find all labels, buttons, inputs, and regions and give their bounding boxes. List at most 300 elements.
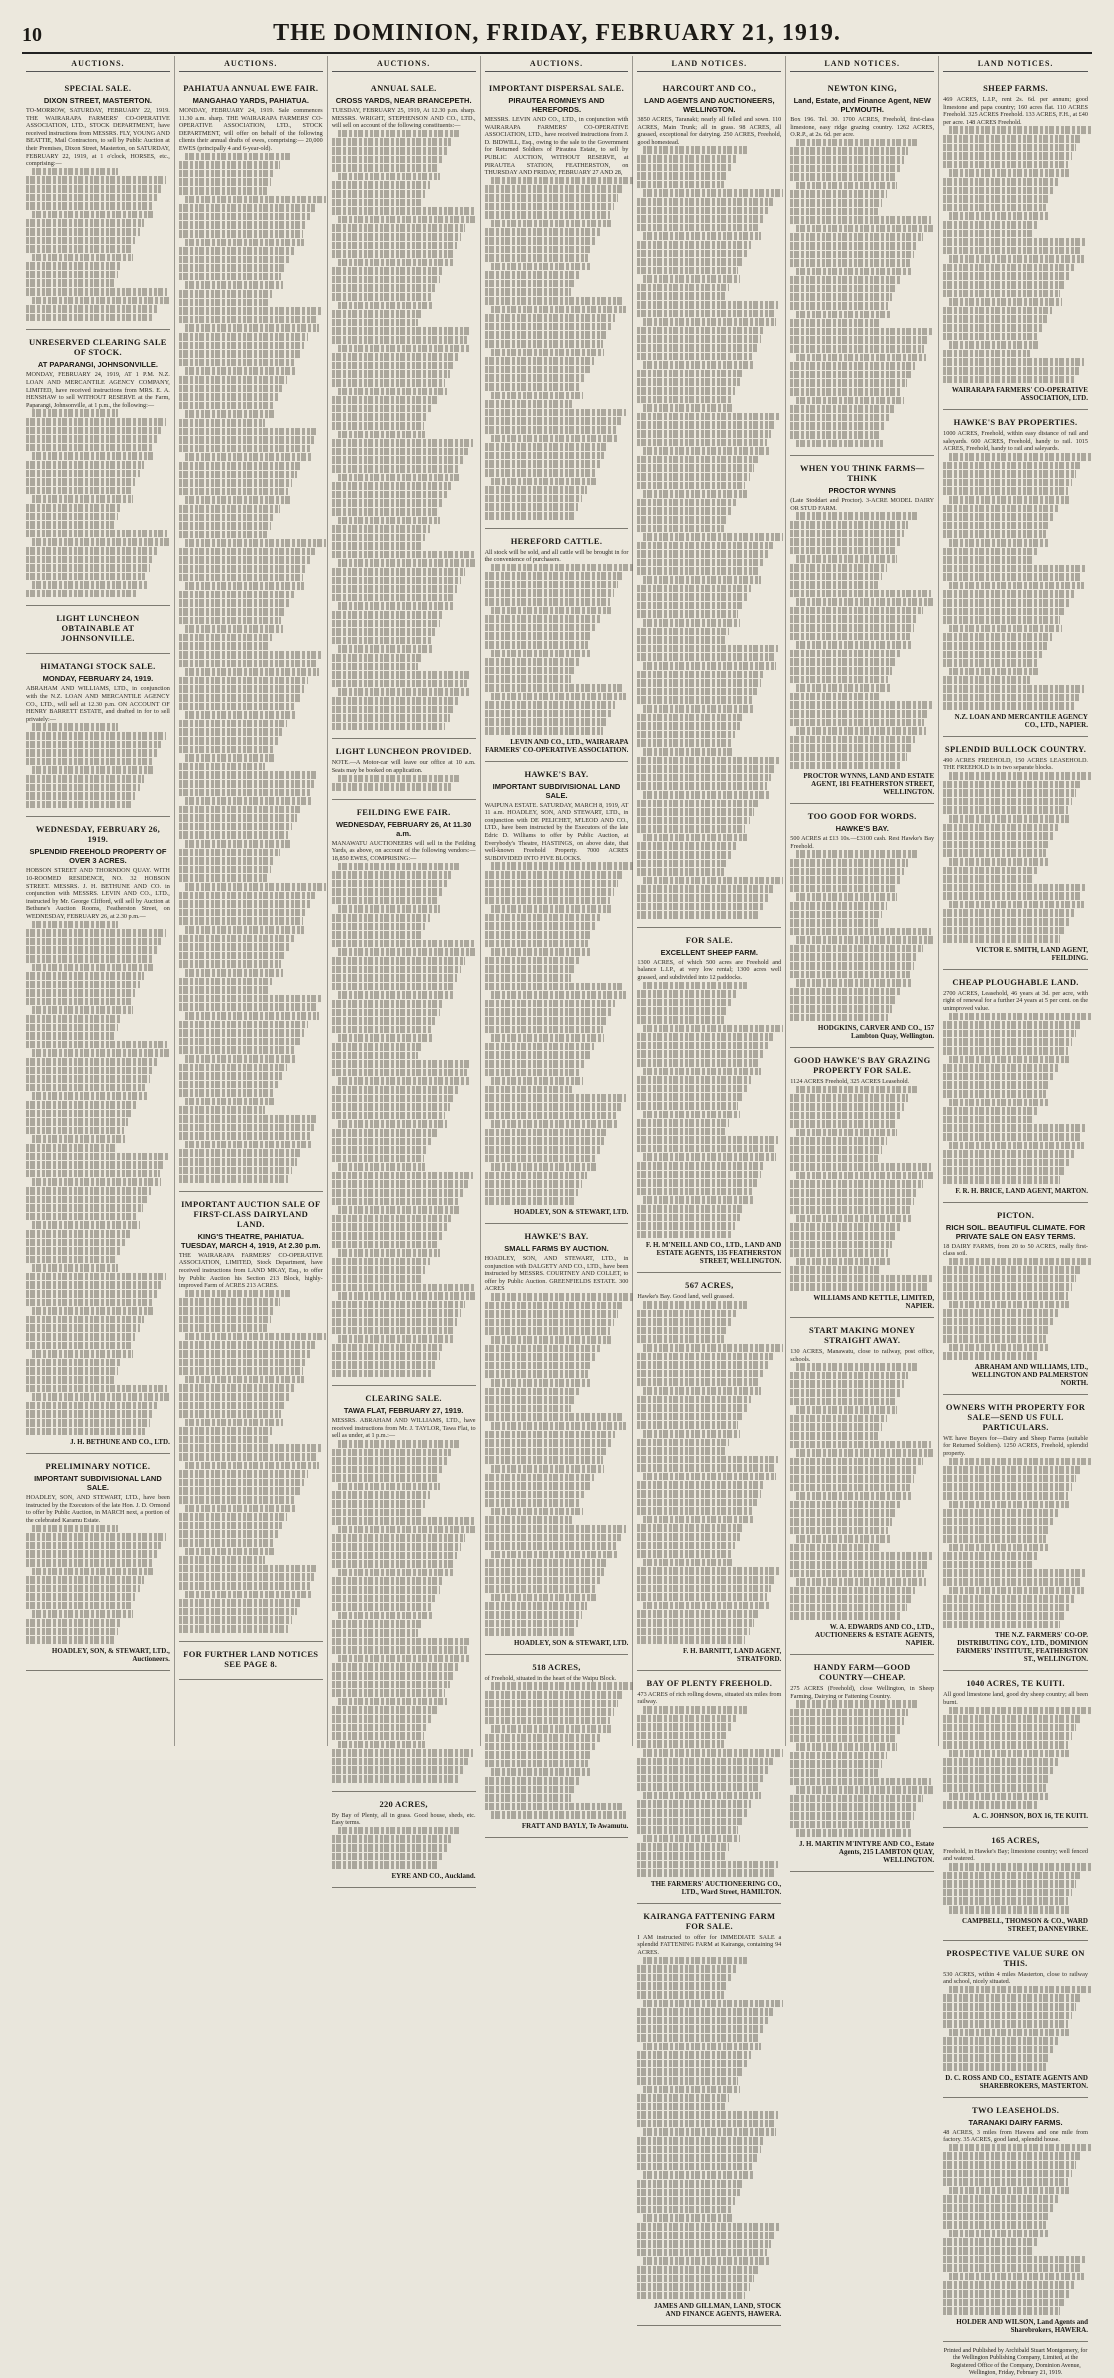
text-line [485, 1155, 596, 1163]
text-line [26, 1161, 164, 1169]
advertisement [26, 330, 170, 606]
text-line [491, 1508, 583, 1516]
text-line [332, 190, 425, 198]
ad-signature: F. H. BARNITT, LAND AGENT, STRATFORD. [682, 1646, 782, 1663]
text-line [179, 703, 296, 711]
text-line [185, 1055, 297, 1063]
text-line [332, 138, 451, 146]
advertisement [485, 1224, 629, 1655]
text-line [943, 1124, 1086, 1132]
text-line [332, 1715, 433, 1723]
text-line [332, 1449, 451, 1457]
text-line [338, 991, 455, 999]
text-line [637, 1974, 732, 1982]
text-line [332, 871, 451, 879]
text-line [949, 1258, 1091, 1266]
text-line [637, 1404, 746, 1412]
text-line [637, 1576, 775, 1584]
text-line [637, 224, 759, 232]
text-line [179, 333, 308, 341]
ad-subheading: WEDNESDAY, FEBRUARY 26, At 11.30 a.m. [335, 819, 472, 838]
text-line [943, 204, 1046, 212]
text-line [943, 2307, 1060, 2315]
text-line [179, 488, 288, 496]
advertisement [179, 1192, 323, 1642]
text-line [179, 651, 321, 659]
text-line [179, 831, 288, 839]
text-line [485, 1370, 589, 1378]
column-heading: LAND NOTICES. [790, 56, 934, 72]
ad-heading: TWO LEASEHOLDS. [971, 2104, 1060, 2115]
text-line [26, 792, 135, 800]
text-line [332, 534, 425, 542]
text-line [790, 1432, 878, 1440]
text-line [179, 1565, 319, 1573]
ad-signature: HOADLEY, SON, & STEWART, LTD., Auctioneers. [51, 1646, 170, 1663]
text-line [332, 1474, 438, 1482]
text-line [32, 1092, 147, 1100]
text-line [790, 379, 907, 387]
text-line [185, 1141, 312, 1149]
text-line [637, 1533, 739, 1541]
text-line [485, 1310, 619, 1318]
text-line [637, 817, 749, 825]
text-line [790, 693, 879, 701]
text-line [637, 782, 766, 790]
text-line [338, 474, 462, 482]
text-line [332, 1060, 472, 1068]
text-line [32, 211, 154, 219]
text-line [637, 739, 730, 747]
text-line [332, 1663, 459, 1671]
text-line [485, 1094, 626, 1102]
text-line [485, 897, 610, 905]
text-line [26, 1367, 118, 1375]
text-line [637, 911, 759, 919]
ad-body: 530 ACRES, within 4 miles Masterton, close to railway and school, nicely situated. [943, 1970, 1088, 1986]
text-line [637, 868, 723, 876]
advertisement [637, 1273, 781, 1670]
text-line [485, 185, 623, 193]
text-line [790, 736, 915, 744]
text-line [643, 748, 732, 756]
text-line [637, 1361, 768, 1369]
text-line [26, 444, 153, 452]
text-line [790, 1769, 878, 1777]
text-line [485, 1431, 616, 1439]
text-line [32, 1049, 169, 1057]
text-line [790, 928, 931, 936]
text-line [491, 1768, 590, 1776]
text-line [332, 448, 469, 456]
text-line [485, 718, 607, 726]
text-line [26, 1385, 167, 1393]
text-line [643, 1706, 747, 1714]
text-line [179, 204, 316, 212]
text-line [485, 495, 583, 503]
text-line [643, 275, 739, 283]
text-line [643, 982, 747, 990]
text-line [943, 1732, 1072, 1740]
text-line [637, 2060, 746, 2068]
text-line [26, 1118, 128, 1126]
text-line [790, 1735, 895, 1743]
text-line [790, 1570, 924, 1578]
text-line [943, 875, 1033, 883]
ad-signature: THE N.Z. FARMERS' CO-OP. DISTRIBUTING COY., LTD., DOMINION FARMERS' INSTITUTE, FEATHERSTON ST., WELLINGTON. [956, 1631, 1088, 1664]
text-line [637, 2223, 779, 2231]
text-line [949, 341, 1040, 349]
text-line [332, 1586, 440, 1594]
text-line [26, 1101, 137, 1109]
text-line [485, 1585, 596, 1593]
advertisement [790, 1655, 934, 1872]
text-line [637, 1093, 742, 1101]
ad-subheading: TARANAKI DAIRY FARMS. [968, 2117, 1063, 2127]
text-line [637, 2017, 768, 2025]
text-line [26, 513, 118, 521]
text-line [949, 1344, 1047, 1352]
text-line [338, 559, 476, 567]
text-line [943, 2195, 1059, 2203]
text-line [26, 288, 167, 296]
text-line [796, 182, 897, 190]
text-line [637, 2034, 759, 2042]
text-line [179, 1167, 293, 1175]
text-line [26, 556, 154, 564]
text-line [332, 1095, 454, 1103]
text-line [338, 1569, 455, 1577]
text-line [943, 1466, 1081, 1474]
ad-body: 275 ACRES (Freehold), close Wellington, in Sheep Farming, Dairying or Fattening Country. [790, 1685, 935, 1700]
text-line [949, 1013, 1091, 1021]
text-line [796, 979, 911, 987]
text-line [332, 1086, 459, 1094]
text-line [485, 1568, 604, 1576]
text-line [338, 1612, 433, 1620]
text-line [485, 1602, 587, 1610]
text-line [943, 2003, 1076, 2011]
text-line [26, 194, 157, 202]
ad-heading: HARCOURT AND CO., [662, 83, 757, 93]
text-line [943, 781, 1081, 789]
text-line [643, 1559, 732, 1567]
text-line [179, 952, 285, 960]
text-line [491, 392, 583, 400]
text-line [491, 1034, 605, 1042]
text-line [637, 990, 736, 998]
text-line [26, 435, 157, 443]
text-line [179, 677, 308, 685]
text-line [332, 250, 453, 258]
text-line [485, 417, 622, 425]
text-line [485, 589, 614, 597]
text-line [26, 1542, 161, 1550]
text-line [790, 1005, 892, 1013]
text-line [179, 642, 268, 650]
text-line [185, 797, 312, 805]
text-line [491, 693, 626, 701]
text-line [332, 405, 433, 413]
text-line [943, 2213, 1050, 2221]
text-line [943, 841, 1050, 849]
text-line [637, 172, 728, 180]
text-line [637, 1861, 778, 1869]
ad-heading: START MAKING MONEY STRAIGHT AWAY. [809, 1325, 916, 1346]
text-line [338, 1827, 462, 1835]
text-line [637, 155, 736, 163]
text-line [943, 1595, 1073, 1603]
text-line [332, 319, 418, 327]
text-line [179, 660, 317, 668]
text-line [332, 1241, 438, 1249]
ad-signature: D. C. ROSS AND CO., ESTATE AGENTS AND SHAREBROKERS, MASTERTON. [945, 2073, 1088, 2090]
text-line [32, 409, 118, 417]
text-line [637, 1826, 738, 1834]
ad-body: MESSRS. ABRAHAM AND WILLIAMS, LTD., have received instructions from Mr. J. TAYLOR, Tawa Flat, to sell as under, at 1 p.m.:— [331, 1417, 476, 1440]
text-line [637, 1214, 739, 1222]
text-line [332, 1198, 460, 1206]
text-line [26, 1299, 153, 1307]
text-line [943, 2170, 1072, 2178]
text-line [949, 2230, 1047, 2238]
text-line [185, 926, 304, 934]
text-line [637, 1327, 728, 1335]
text-line [332, 1509, 421, 1517]
text-line [485, 1345, 602, 1353]
text-line [185, 539, 326, 547]
text-line [179, 1038, 300, 1046]
text-line [185, 711, 297, 719]
text-line [332, 671, 472, 679]
text-line [26, 981, 140, 989]
text-line [485, 1456, 603, 1464]
ad-heading: 1040 ACRES, TE KUITI. [966, 1678, 1065, 1689]
text-line [943, 1518, 1055, 1526]
text-line [338, 1120, 447, 1128]
text-line [943, 247, 1082, 255]
text-line [485, 409, 626, 417]
text-line [338, 1741, 426, 1749]
text-line [179, 1513, 287, 1521]
text-line [943, 832, 1055, 840]
advertisement [26, 1454, 170, 1671]
text-line [637, 2008, 772, 2016]
text-line [796, 440, 882, 448]
text-line [790, 1778, 931, 1786]
columns-container [22, 56, 1092, 2377]
text-line [949, 255, 1084, 263]
text-line [485, 1691, 623, 1699]
text-line [943, 2238, 1037, 2246]
advertisement [637, 1671, 781, 1904]
advertisement [26, 654, 170, 817]
text-line [943, 849, 1046, 857]
text-line [790, 945, 922, 953]
text-line [332, 1766, 464, 1774]
text-line [26, 775, 144, 783]
text-line [637, 696, 752, 704]
ad-body: 48 ACRES, 3 miles from Hawera and one mile from factory. 35 ACRES, good land, splendid house. [943, 2128, 1088, 2144]
text-line [637, 164, 732, 172]
ad-heading: ANNUAL SALE. [370, 83, 437, 93]
ad-body: MANAWATU AUCTIONEERS will sell in the Feilding Yards, as above, on account of the following vendors:— 18,850 EWES, COMPRISING:— [331, 839, 476, 862]
text-line [943, 565, 1086, 573]
text-line [185, 239, 304, 247]
advertisement [790, 804, 934, 1048]
text-line [643, 2128, 775, 2136]
text-line [943, 633, 1052, 641]
text-line [943, 1535, 1046, 1543]
text-line [179, 1341, 316, 1349]
ad-body: MONDAY, FEBRUARY 24, 1919. Sale commences 11.30 a.m. sharp. THE WAIRARAPA FARMERS' CO-OPERATIVE ASSOCIATION, LTD., STOCK DEPARTMENT, will offer on behalf of the following clients their annual drafts of ewes, comprising:— 20,000 EWES (principally 4 and 6-year-old). [178, 107, 323, 152]
text-line [179, 299, 268, 307]
text-line [637, 1843, 729, 1851]
text-line [179, 393, 278, 401]
text-line [637, 378, 739, 386]
text-line [643, 1749, 783, 1757]
text-line [332, 276, 440, 284]
advertisement [943, 970, 1088, 1203]
text-line [790, 414, 889, 422]
text-line [637, 722, 739, 730]
text-line [332, 706, 454, 714]
text-line [637, 1421, 738, 1429]
text-line [643, 1835, 739, 1843]
text-line [790, 1180, 922, 1188]
ad-heading: WHEN YOU THINK FARMS—THINK [799, 463, 925, 484]
text-line [179, 814, 297, 822]
text-line [332, 379, 446, 387]
text-line [332, 1534, 466, 1542]
ad-heading: 220 ACRES, [379, 1798, 428, 1809]
text-line [26, 1170, 160, 1178]
text-line [485, 1112, 617, 1120]
text-line [637, 181, 723, 189]
text-line [943, 1176, 1060, 1184]
text-line [179, 1298, 280, 1306]
text-line [637, 885, 772, 893]
ad-signature: PROCTOR WYNNS, LAND AND ESTATE AGENT, 181 FEATHERSTON STREET, WELLINGTON. [803, 772, 935, 797]
text-line [179, 1582, 310, 1590]
text-line [637, 1456, 778, 1464]
text-line [790, 590, 931, 598]
text-line [185, 496, 290, 504]
text-line [485, 1482, 590, 1490]
text-line [643, 662, 775, 670]
text-line [790, 1466, 918, 1474]
text-line [332, 456, 464, 464]
text-line [332, 611, 444, 619]
ad-signature: A. C. JOHNSON, BOX 16, TE KUITI. [972, 1811, 1088, 1820]
text-line [26, 1359, 122, 1367]
text-line [790, 911, 882, 919]
text-line [485, 203, 614, 211]
text-line [332, 1318, 457, 1326]
text-line [790, 1709, 908, 1717]
text-line [943, 548, 1037, 556]
advertisement [637, 76, 781, 928]
text-line [332, 1560, 453, 1568]
text-line [332, 1180, 469, 1188]
text-line [796, 397, 904, 405]
ad-heading: IMPORTANT DISPERSAL SALE. [488, 83, 625, 93]
text-line [26, 1316, 144, 1324]
text-line [485, 675, 571, 683]
text-line [790, 876, 899, 884]
text-line [790, 710, 928, 718]
text-line [485, 1700, 619, 1708]
column [481, 56, 634, 1830]
ad-body: 500 ACRES at £13 10s.—£3100 cash. Rest Hawke's Bay Freehold. [790, 835, 935, 850]
text-line [491, 1379, 590, 1387]
text-line [26, 564, 150, 572]
text-line [485, 314, 616, 322]
text-line [943, 376, 1075, 384]
text-line [637, 567, 759, 575]
text-line [637, 851, 732, 859]
text-line [637, 2077, 738, 2085]
text-line [332, 508, 438, 516]
text-line [637, 1852, 725, 1860]
text-line [643, 1111, 739, 1119]
text-line [943, 608, 1065, 616]
text-line [643, 447, 768, 455]
text-line [637, 258, 742, 266]
text-line [796, 139, 918, 147]
text-line [637, 645, 778, 653]
text-line [943, 685, 1083, 693]
text-line [637, 636, 725, 644]
text-line [485, 1525, 626, 1533]
text-line [332, 714, 450, 722]
text-line [790, 1146, 882, 1154]
text-line [179, 445, 310, 453]
text-line [179, 857, 275, 865]
ad-heading: UNRESERVED CLEARING SALE OF STOCK. [29, 337, 167, 358]
text-line [485, 1534, 622, 1542]
advertisement [26, 817, 170, 1454]
text-line [26, 972, 144, 980]
advertisement [26, 76, 170, 330]
ad-heading: GOOD HAWKE'S BAY GRAZING PROPERTY FOR SALE. [793, 1055, 931, 1076]
text-line [485, 400, 573, 408]
text-line [179, 780, 314, 788]
text-line [338, 1163, 426, 1171]
text-line [637, 2146, 761, 2154]
text-line [790, 1112, 899, 1120]
text-line [26, 1230, 130, 1238]
text-line [26, 1402, 158, 1410]
text-line [943, 1064, 1059, 1072]
text-line [949, 2144, 1091, 2152]
text-line [643, 1344, 783, 1352]
text-line [179, 359, 296, 367]
text-line [485, 1577, 600, 1585]
text-line [26, 998, 131, 1006]
text-line [26, 1032, 114, 1040]
text-line [943, 1266, 1081, 1274]
text-line [943, 195, 1050, 203]
text-line [637, 1628, 749, 1636]
text-line [332, 327, 472, 335]
text-line [179, 849, 280, 857]
text-line [179, 556, 311, 564]
text-line [179, 1402, 285, 1410]
text-line [637, 1050, 764, 1058]
text-line [943, 462, 1081, 470]
text-line [643, 533, 783, 541]
